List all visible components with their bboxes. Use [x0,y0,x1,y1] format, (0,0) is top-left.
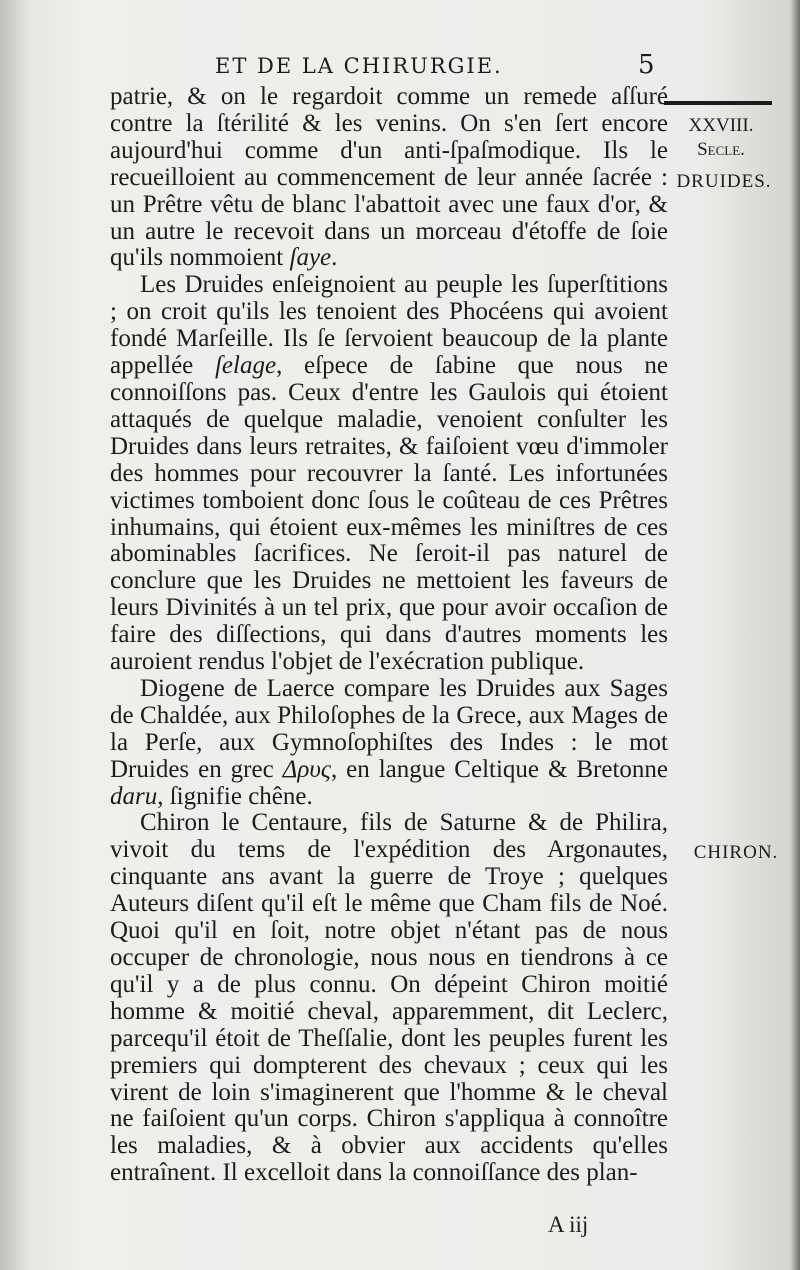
term-saye: ſaye [289,244,332,272]
margin-note-century [676,114,766,162]
century-word: Secle. [697,139,745,160]
paragraph-diogene: Diogene de Laerce compare les Druides aux Sages de Chaldée, aux Philoſophes de la Grece, aux Mages de la Perſe, aux Gymnoſophiſtes des Indes : le mot Druides en grec Δρυς, en langue Celtique & Bretonne daru, ſignifie chêne. [110,674,668,810]
running-head: ET DE LA CHIRURGIE. [215,54,503,78]
paragraph-druides: Les Druides enſeignoient au peuple les ſuperſtitions ; on croit qu'ils les tenoient des Phocéens qui avoient fondé Marſeille. Ils ſe ſervoient beaucoup de la plante appellée ſelage, eſpece de ſabine que nous ne connoiſſons pas. Ceux d'entre les Gaulois qui étoient attaqués de quelque maladie, venoient conſulter les Druides dans leurs retraites, & faiſoient vœu d'immoler des hommes pour recouvrer la ſanté. Les infortunées victimes tomboient donc ſous le coûteau de ces Prêtres inhumains, qui étoient eux-mêmes les miniſtres de ces abominables ſacrifices. Ne ſeroit-il pas naturel de conclure que les Druides ne mettoient les faveurs de leurs Divinités à un tel prix, que pour avoir occaſion de faire des diſſections, qui dans d'autres moments les auroient rendus l'objet de l'exécration publique. [110,271,668,676]
page-number: 5 [638,50,655,80]
margin-note-chiron: CHIRON. [693,842,779,863]
margin-note-druides: DRUIDES. [676,171,772,192]
signature-mark: A iij [548,1212,589,1237]
paragraph-patrie: patrie, & on le regardoit comme un remede aſſuré contre la ſtérilité & les venins. On s'en ſert encore aujourd'hui comme d'un anti-ſpaſmodique. Ils le recueilloient au commencement de leur année ſacrée : un Prêtre vêtu de blanc l'abattoit avec une faux d'or, & un autre le recevoit dans un morceau d'étoffe de ſoie qu'ils nommoient ſaye. [110,83,668,272]
paragraph-chiron: Chiron le Centaure, fils de Saturne & de Philira, vivoit du tems de l'expédition des Argonautes, cinquante ans avant la guerre de Troye ; quelques Auteurs diſent qu'il eſt le même que Cham fils de Noé. Quoi qu'il en ſoit, notre objet n'étant pas de nous occuper de chronologie, nous nous en tiendrons à ce qu'il y a de plus connu. On dépeint Chiron moitié homme & moitié cheval, apparemment, dit Leclerc, parcequ'il étoit de Theſſalie, dont les peuples furent les premiers qui dompterent des chevaux ; ceux qui les virent de loin s'imaginerent que l'homme & le cheval ne faiſoient qu'un corps. Chiron s'appliqua à connoître les maladies, & à obvier aux accidents qu'elles entraînent. Il excelloit dans la connoiſſance des plan- [110,809,668,1187]
term-selage: ſelage [214,352,277,380]
header-rule [664,101,772,105]
century-number: XXVIII. [688,115,754,136]
term-daru: daru [110,782,158,810]
body-text [110,84,668,1187]
term-greek: Δρυς [282,755,331,783]
